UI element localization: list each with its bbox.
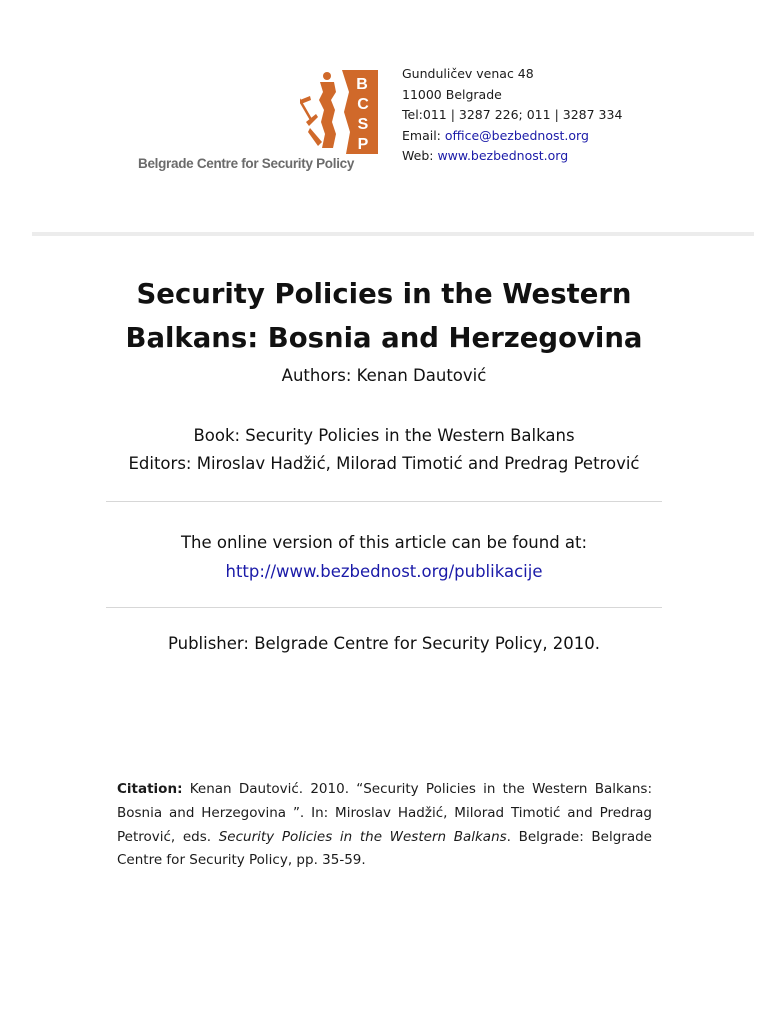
citation-paragraph [117, 778, 652, 873]
logo-letter-c: C [357, 96, 369, 113]
online-url-link[interactable]: http://www.bezbednost.org/publikacije [225, 562, 543, 581]
book-title: Book: Security Policies in the Western Balkans [193, 426, 575, 445]
header-divider [32, 232, 754, 236]
editors: Editors: Miroslav Hadžić, Milorad Timotić and Predrag Petrović [128, 454, 640, 473]
web-line [402, 146, 622, 167]
citation-text-part2: . Belgrade: Belgrade Centre for Security Policy, pp. 35-59. [117, 828, 652, 869]
telephone: Tel:011 | 3287 226; 011 | 3287 334 [402, 107, 623, 123]
divider-2 [106, 607, 662, 608]
logo-letter-b: B [356, 76, 368, 93]
logo-letter-p: P [357, 136, 369, 153]
logo-org-name: Belgrade Centre for Security Policy [138, 156, 355, 171]
address-line2: 11000 Belgrade [402, 86, 502, 102]
citation-book-title: Security Policies in the Western Balkans [218, 828, 507, 845]
online-version [0, 528, 768, 586]
email-label: Email: [402, 127, 445, 143]
citation-label: Citation: [117, 781, 183, 797]
document-title [0, 272, 768, 360]
address-line1: Gunduličev venac 48 [402, 66, 534, 81]
bcsp-logo [132, 62, 382, 182]
email-link[interactable]: office@bezbednost.org [444, 127, 589, 143]
citation-text-part1: Kenan Dautović. 2010. “Security Policies in the Western Balkans: Bosnia and Herzegovina ”. In: Miroslav Hadžić, Milorad Timotić and Predrag Petrović, eds. [117, 781, 652, 845]
email-line [402, 126, 622, 147]
web-link[interactable]: www.bezbednost.org [437, 148, 569, 164]
publisher: Publisher: Belgrade Centre for Security Policy, 2010. [167, 634, 601, 653]
contact-block [402, 64, 622, 167]
title-line1: Security Policies in the Western [136, 278, 632, 310]
web-label: Web: [402, 148, 438, 164]
authors: Authors: Kenan Dautović [281, 366, 487, 385]
book-info [0, 422, 768, 478]
bcsp-emblem-icon [300, 70, 380, 154]
title-line2: Balkans: Bosnia and Herzegovina [125, 322, 643, 354]
online-text: The online version of this article can be found at: [180, 533, 588, 552]
logo-letter-s: S [357, 116, 369, 133]
divider-1 [106, 501, 662, 502]
